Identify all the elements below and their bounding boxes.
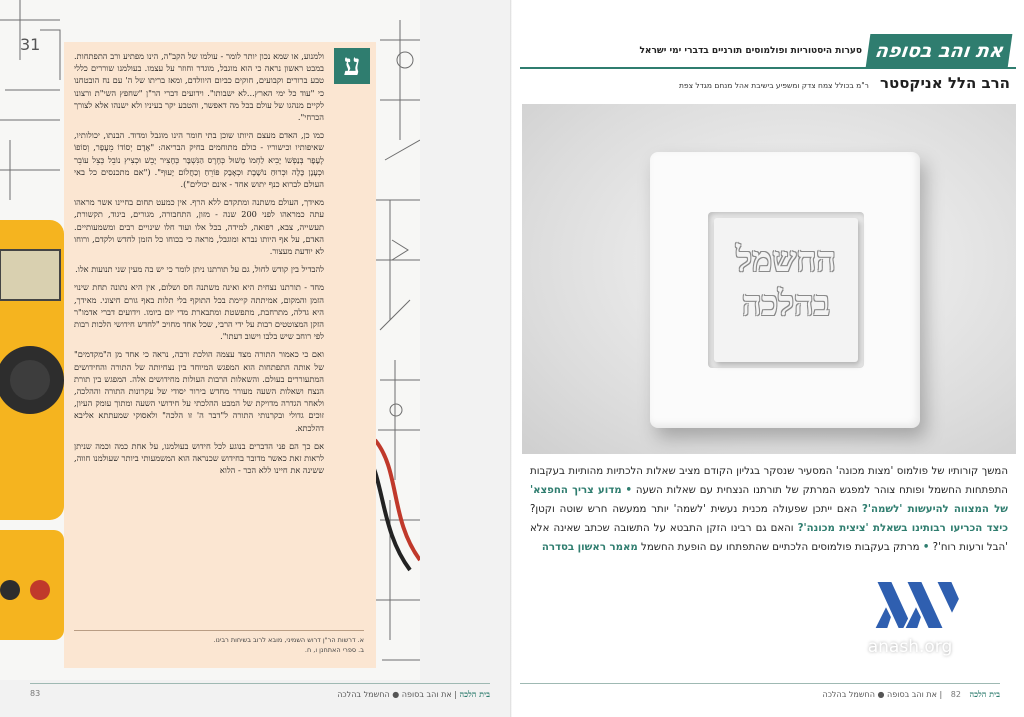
switch-recess (708, 212, 864, 368)
footnote: א. דרשות הר"ן דרוש השמיני, מובא לרוב בשיחות רבינו. (213, 636, 364, 644)
article-intro (530, 462, 1008, 557)
article-paragraph: ואם כי כאמור התורה מצד עצמה הולכת ורבה, נראה כי אחד מן ה"מקדמים" של אותה התפתחות הוא המפגש המיוחד בין נצחיותה של התורה והחידושים המתעוררים בעולם. והשאלות הרבות העולות מחידושים אלה. המפגש בין תורת הנצח ושאלות השעה מעורר מחדש בירור יסודי של עקרונות התורה וההלכה, ולאחר הגדרה מדויקת של המבט ההלכתי על חידושי השעה ומתוך עומק העיון, זוכים גדולי ובקרנותי התורה ל"דבר ה' זו הלכה" ולאסוקי שמעתתא אליבא דהלכתא. (74, 349, 324, 433)
intro-highlight: מדוע צריך החפצא' של המצווה להיעשות 'לשמה'? (530, 485, 1009, 515)
blueprint-label: 31 (20, 35, 41, 54)
article-text-panel (64, 42, 376, 668)
author-role: ר"מ בכולל צמח צדק ומשפיע בישיבת אהל מנחם מגדל צפת (678, 81, 869, 90)
anash-watermark (858, 575, 962, 673)
switch-plate (650, 152, 920, 428)
footnote: ב. ספרי האתחנן ו, ח. (304, 646, 364, 654)
footer-logo: בית הלכה (969, 689, 1000, 699)
footer-logo: בית הלכה (459, 689, 490, 699)
article-body (74, 50, 324, 483)
article-paragraph: כמו כן, האדם מעצם היותו שוכן בתי חומר הינו מוגבל ומדוד. הבנתו, יכולותיו, שאיפותיו וכישוריו - כולם מתוחמים בחיק הבריאה: "אָדָם יְסוֹדוֹ מֵעָפָר, וְסוֹפוֹ לֶעָפָר בְּנַפְשׁוֹ יָבִיא לַחְמוֹ מָשׁוּל כְּחֶרֶס הַנִּשְׁבָּר כְּחָצִיר יָבֵשׁ וּכְצִיץ נוֹבֵל כְּצֵל עוֹבֵר וּכְעָנָן כָּלָה וּכְרוּחַ נוֹשָׁבֶת וּכְאָבָק פּוֹרֵחַ וְכַחֲלוֹם יָעוּף". ("אם מתכנסים כל באי העולם לברוא כנף יתוש אחד - אינם יכולים"). (74, 130, 324, 190)
intro-text: האם ייתכן שפעולה מכנית נעשית 'לשמה' יותר ממעשה חרש שוטה וקטן? (530, 504, 858, 515)
article-paragraph: אם כך הם פני הדברים בנוגע לכל חידוש בעולמנו, על אחת כמה וכמה שניתן לראות זאת כאשר מדובר בחידוש שכנראה הוא המשמעותי ביותר שעולמנו חווה, ששינה את חיינו ללא הכר - הלוא (74, 440, 324, 476)
series-label: מאמר ראשון בסדרה (541, 542, 638, 553)
bullet-icon: • (625, 485, 632, 496)
author-name: הרב הלל אניקסטר (880, 74, 1010, 92)
article-paragraph: מאידך, העולם משתנה ומתקדם ללא הרף. אין כמעט תחום בחיינו אשר מראהו עתה כמראהו לפני 200 שנה - מזון, התחבורה, מגורים, ביגוד, תקשורת, תעשייה, צבא, רפואה, למידה, בכל אלו ועוד חלו שינויים רבים ומשמעותיים. האדם, על אף היותו נברא ומוגבל, מראה כי בכוחו כל הזמן לחדש ולקדם, ורוחו לא יודעת מעצור. (74, 197, 324, 257)
light-switch-photo (522, 104, 1016, 454)
intro-highlight: כיצד הכריעו רבותינו בשאלת 'ציצית מכונה'? (797, 523, 1009, 534)
switch-title-line: החשמל (736, 240, 836, 280)
article-paragraph: מחד - תורתנו נצחית היא ואינה משתנה חס ושלום, אין היא נתונה תחת שינוי הזמן והמקום, אמיתתה קיימת בכל התוקף בלי תלות באף גורם חיצוני. מאידך, היא גדלה, מתרחבת, מתפשטת ומתבארת מדי יום ביומו. וידועים דברי אדמו"ר הזקן המצוטטים רבות על ידי הרבי, שכל אחד מחויב "לחדש חידושי הלכות רבות לפי רוחב שיש בלבו וישוב דעתו". (73, 282, 324, 342)
switch-embossed-title (714, 238, 858, 326)
bullet-icon: • (922, 542, 930, 553)
running-title: את והב בסופה ● החשמל בהלכה (822, 690, 937, 699)
author-line (530, 73, 1010, 92)
page-number: 82 (950, 690, 961, 699)
running-title: את והב בסופה ● החשמל בהלכה (337, 690, 452, 699)
left-page-footer: בית הלכה | את והב בסופה ● החשמל בהלכה (337, 689, 490, 699)
footnotes (74, 630, 364, 655)
article-paragraph: להבדיל בין קודש לחול, גם על תורתנו ניתן לומר כי יש בה מעין שני תנועות אלו. (75, 264, 324, 275)
anash-logo-icon (872, 575, 962, 635)
section-subtitle: סערות היסטוריות ופולמוסים תורניים בדברי ימי ישראל (639, 46, 862, 56)
right-page-footer: בית הלכה 82 | את והב בסופה ● החשמל בהלכה (822, 689, 1000, 699)
switch-button (714, 218, 858, 362)
right-page (512, 0, 1024, 717)
watermark-text: anash.org (867, 637, 953, 657)
right-footer-rule (520, 683, 1000, 684)
article-paragraph: ולמנוע, או שמא נכון יותר לומר - עולמו של הקב"ה, הינו מפתיע ורב התפתחות. במבט ראשון נראה כי הוא מוגבל, מוגדר וחוזר על עצמו. בעולמנו שוררים כללי טבע ברורים וקבועים, חוקים כביום היוולדם, ומאז בריתו של ה' עם נח הובטחנו כי "עוד כל ימי הארץ...לא ישבותו". וידועים דברי הר"ן "שחפץ השי"ת ורצונו לקיים מנהגו של עולם בכל מה דאפשר, והטבע יקר בעיניו ולא ישנהו אלא לצורך הכרחי". (74, 51, 324, 123)
page-number: 83 (30, 689, 41, 698)
intro-text: והאם גם רבינו הזקן התבטא על התשובה שכתב שאינה אלא 'הבל ורעות רוח'? (530, 523, 1008, 553)
intro-text: המשך קורותיו של פולמוס 'מצות מכונה' המסעיר שנסקר בגליון הקודם מציב שאלות הלכתיות מהותיות בעקבות התפתחות החשמל ופותח צוהר למפגש המרתק של תורתנו הנצחית עם שאלות השעה (530, 466, 1008, 496)
dropcap-letter: ע (334, 48, 370, 84)
switch-title-line: בהלכה (741, 284, 831, 324)
section-title: את והב בסופה (873, 40, 1005, 62)
section-title-box (866, 34, 1013, 68)
left-footer-rule (30, 683, 490, 684)
intro-text: מרתק בעקבות פולמוסים הלכתיים שהתפתחו עם הופעת החשמל (641, 542, 920, 553)
